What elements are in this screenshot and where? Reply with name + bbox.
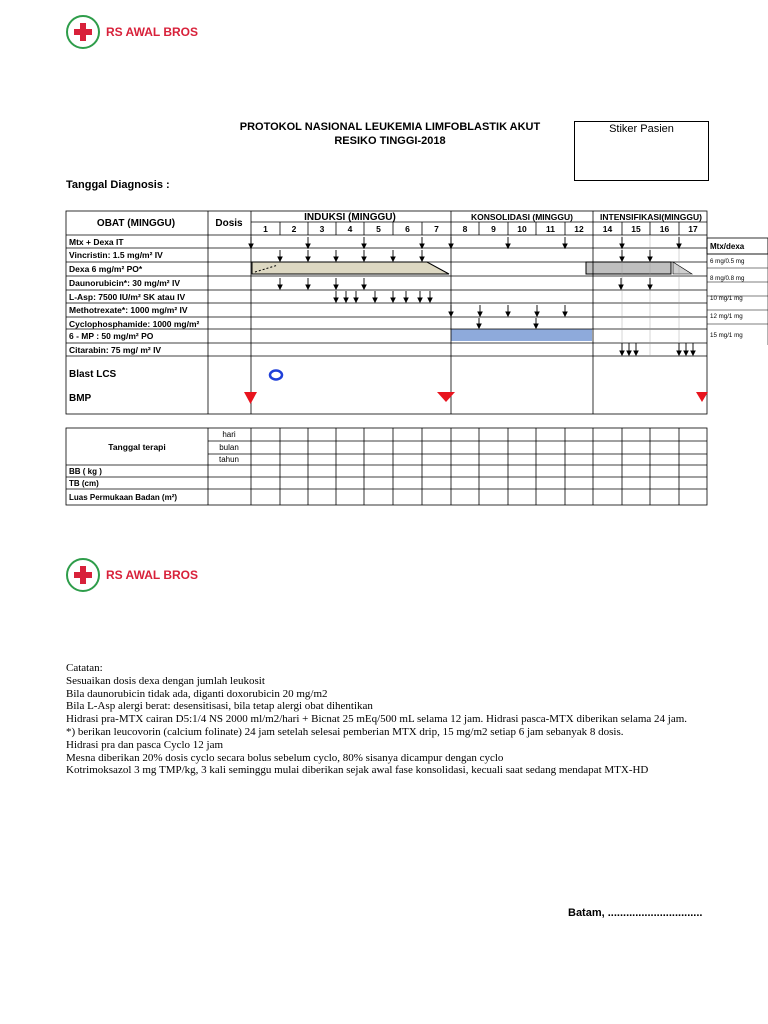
dose-arrow [619,278,623,289]
dose-arrow [418,291,422,302]
bmp-marker-week17 [696,392,708,402]
consolidation-header: KONSOLIDASI (MINGGU) [471,212,573,222]
week-number: 15 [631,224,641,234]
dose-arrow [334,278,338,289]
week-number: 16 [659,224,670,234]
bmp-label: BMP [69,393,92,404]
drug-column-header: OBAT (MINGGU) [96,218,176,229]
week-number: 8 [462,224,468,234]
dose-arrow [278,250,282,261]
week-number: 9 [491,224,496,234]
week-number: 11 [546,224,555,234]
diagnosis-date-label: Tanggal Diagnosis : [66,179,170,191]
drug-name: Mtx + Dexa IT [69,237,124,247]
mtx-dexa-side-table [707,238,768,345]
drug-labels [69,237,200,355]
bmp-marker-week1 [244,392,257,404]
week-number: 1 [263,224,268,234]
dose-arrow [391,250,395,261]
dose-arrow [420,237,424,248]
dexa-intensification-bar [586,262,671,274]
dose-arrow [477,318,481,328]
medical-cross-icon [66,558,100,592]
dose-arrow [334,291,338,302]
document-subtitle: RESIKO TINGGI-2018 [334,135,446,147]
dose-arrow [354,291,358,302]
tracking-row-label: TB (cm) [69,479,99,488]
dose-arrow [306,278,310,289]
week-number: 6 [405,224,410,234]
dose-arrow [306,237,310,248]
dose-arrow [249,237,253,248]
dose-arrow [563,237,567,248]
drug-name: Methotrexate*: 1000 mg/m² IV [69,305,188,315]
dose-arrow [677,343,681,355]
tracking-date-header: Tanggal terapi [108,442,166,452]
dose-arrow [449,237,453,248]
dexa-induction-bar [252,262,449,274]
document-title: PROTOKOL NASIONAL LEUKEMIA LIMFOBLASTIK AKUT [239,121,541,133]
date-part-label: hari [222,430,236,439]
notes-section [66,662,687,777]
drug-name: Cyclophosphamide: 1000 mg/m² [69,319,200,329]
dose-arrow [691,343,695,355]
side-header: Mtx/dexa [710,242,745,251]
induction-header: INDUKSI (MINGGU) [304,212,396,223]
note-line: Hidrasi pra-MTX cairan D5:1/4 NS 2000 ml/m2/hari + Bicnat 25 mEq/500 mL selama 12 jam. Hidrasi pasca-MTX diberikan selama 24 jam. [66,713,688,726]
dose-arrow [506,305,510,316]
note-line: Bila daunorubicin tidak ada, diganti doxorubicin 20 mg/m2 [66,687,328,700]
dose-arrow [278,278,282,289]
date-part-label: bulan [219,443,239,452]
drug-name: Vincristin: 1.5 mg/m² IV [69,250,163,260]
dose-arrow [506,237,510,248]
dose-arrow [634,343,638,355]
dose-arrow [563,305,567,316]
logo-text: RS AWAL BROS [106,25,199,39]
dose-arrow [620,250,624,261]
tracking-table [66,428,707,505]
side-dose-value: 6 mg/0.5 mg [710,258,745,265]
drug-name: Daunorubicin*: 30 mg/m² IV [69,278,180,288]
dose-arrow [534,318,538,328]
side-dose-value: 12 mg/1 mg [710,313,743,320]
bmp-marker-week7 [437,392,455,402]
drug-name: 6 - MP : 50 mg/m² PO [69,331,154,341]
week-number: 2 [291,224,297,234]
week-number: 5 [376,224,381,234]
blast-lcs-label: Blast LCS [69,369,117,380]
side-dose-value: 8 mg/0.8 mg [710,275,745,282]
tracking-row-label: BB ( kg ) [69,467,102,476]
dose-arrow [648,250,652,261]
place-date-signature: Batam, ............................... [568,907,703,919]
dose-arrow [677,237,681,248]
dose-arrow [391,291,395,302]
dose-arrow [648,278,652,289]
sticker-label: Stiker Pasien [609,123,674,135]
tracking-row-label: Luas Permukaan Badan (m²) [69,493,178,502]
week-number: 10 [517,224,527,234]
intensification-header: INTENSIFIKASI(MINGGU) [600,212,702,222]
dose-arrow [627,343,631,355]
hospital-logo-2 [66,558,198,592]
date-part-label: tahun [218,455,240,464]
drug-name: Dexa 6 mg/m² PO* [69,264,143,274]
week-numbers [263,224,698,234]
note-heading: Catatan: [66,662,103,674]
dose-arrow [620,343,624,355]
dose-arrow [373,291,377,302]
note-line: *) berikan leucovorin (calcium folinate) 24 jam setelah selesai pemberian MTX drip, 15 mg/m2 setiap 6 jam sebanyak 8 dosis. [66,725,624,738]
blast-lcs-marker [270,371,282,380]
note-line: Bila L-Asp alergi berat: desensitisasi, bila tetap alergi obat dihentikan [66,700,373,713]
note-line: Hidrasi pra dan pasca Cyclo 12 jam [66,738,224,751]
week-number: 4 [347,224,353,234]
dose-arrow [684,343,688,355]
note-line: Mesna diberikan 20% dosis cyclo secara bolus sebelum cyclo, 80% sisanya dicampur dengan cyclo [66,751,504,764]
week-number: 3 [319,224,325,234]
dose-arrow [535,305,539,316]
dose-arrow [344,291,348,302]
dose-arrow [620,237,624,248]
note-line: Kotrimoksazol 3 mg TMP/kg, 3 kali seminggu mulai diberikan sejak awal fase konsolidasi, kecuali saat sedang mendapat MTX-HD [66,764,649,777]
dexa-taper [673,262,692,274]
dose-arrow [478,305,482,316]
mp-consolidation-bar [451,329,592,341]
dose-arrow [334,250,338,261]
dose-arrow [420,250,424,261]
dose-arrow [306,250,310,261]
dose-column-header: Dosis [215,218,243,229]
logo-text: RS AWAL BROS [106,568,199,582]
dose-arrow [449,305,453,316]
side-dose-value: 10 mg/1 mg [710,295,743,302]
dose-arrow [362,278,366,289]
dose-arrow [428,291,432,302]
week-number: 17 [688,224,698,234]
week-number: 14 [602,224,613,234]
week-number: 7 [434,224,439,234]
dose-arrow [362,250,366,261]
dose-arrow [362,237,366,248]
drug-name: Citarabin: 75 mg/ m² IV [69,345,162,355]
drug-name: L-Asp: 7500 IU/m² SK atau IV [69,292,186,302]
dose-arrow [404,291,408,302]
week-number: 12 [574,224,584,234]
note-line: Sesuaikan dosis dexa dengan jumlah leukosit [66,674,265,687]
side-dose-value: 15 mg/1 mg [710,332,743,339]
